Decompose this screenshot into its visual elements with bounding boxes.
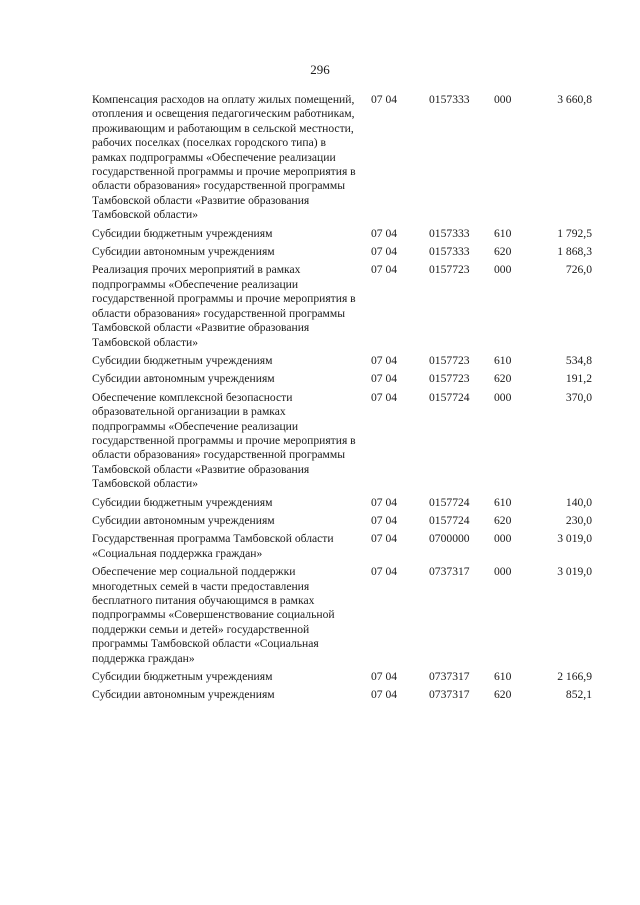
row-amount: 852,1 (565, 688, 592, 702)
row-expense-kind: 000 (494, 532, 512, 546)
row-expense-kind: 610 (494, 495, 512, 509)
row-section-code: 07 04 (371, 93, 398, 106)
row-section-code: 07 04 (371, 390, 398, 404)
row-section-code: 07 04 (371, 670, 398, 684)
row-expense-kind: 000 (494, 93, 512, 106)
row-expense-kind: 610 (494, 670, 512, 684)
row-section-code: 07 04 (371, 532, 398, 546)
row-expense-kind: 620 (494, 513, 512, 527)
row-section-code: 07 04 (371, 688, 398, 702)
row-section-code: 07 04 (371, 565, 398, 579)
budget-rows (92, 93, 592, 707)
row-amount: 191,2 (565, 372, 592, 386)
row-amount: 140,0 (565, 495, 592, 509)
row-amount: 726,0 (565, 263, 592, 277)
row-section-code: 07 04 (371, 245, 398, 259)
budget-table (92, 93, 592, 707)
row-target-code: 0157723 (429, 372, 470, 386)
row-name: Субсидии автономным учреждениям (92, 245, 275, 259)
row-target-code: 0737317 (429, 565, 470, 579)
row-target-code: 0737317 (429, 670, 470, 684)
row-amount: 370,0 (565, 390, 592, 404)
row-amount: 2 166,9 (557, 670, 592, 684)
row-expense-kind: 000 (494, 263, 512, 277)
table-row (92, 688, 592, 706)
row-name: Субсидии автономным учреждениям (92, 513, 275, 527)
row-amount: 230,0 (565, 513, 592, 527)
row-name: Субсидии бюджетным учреждениям (92, 353, 273, 367)
row-target-code: 0157723 (429, 353, 470, 367)
row-target-code: 0737317 (429, 688, 470, 702)
row-section-code: 07 04 (371, 263, 398, 277)
row-target-code: 0157333 (429, 245, 470, 259)
row-expense-kind: 000 (494, 565, 512, 579)
row-expense-kind: 610 (494, 226, 512, 240)
row-target-code: 0157724 (429, 390, 470, 404)
row-target-code: 0157333 (429, 93, 470, 106)
row-name: Государственная программа Тамбовской области «Социальная поддержка граждан» (92, 532, 334, 560)
row-amount: 1 792,5 (557, 226, 592, 240)
row-target-code: 0157724 (429, 513, 470, 527)
row-name: Обеспечение комплексной безопасности образовательной организации в рамках подпрограммы «Обеспечение реализации государственной программы и прочие мероприятия в области образования» государственной программы Тамбовской области «Развитие образования Тамбовской области» (92, 390, 356, 491)
row-section-code: 07 04 (371, 513, 398, 527)
row-name: Компенсация расходов на оплату жилых помещений, отопления и освещения педагогическим работникам, проживающим и работающим в сельской местности, рабочих поселках (поселках городского типа) в рамках подпрограммы «Обеспечение реализации государственной программы и прочие мероприятия в области образования» государственной программы Тамбовской области «Развитие образования Тамбовской области» (92, 93, 356, 222)
row-name: Реализация прочих мероприятий в рамках подпрограммы «Обеспечение реализации государственной программы и прочие мероприятия в области образования» государственной программы Тамбовской области «Развитие образования Тамбовской области» (92, 263, 356, 349)
row-target-code: 0700000 (429, 532, 470, 546)
row-amount: 3 660,8 (557, 93, 592, 106)
row-name: Субсидии автономным учреждениям (92, 372, 275, 386)
page-number: 296 (310, 62, 330, 77)
row-target-code: 0157724 (429, 495, 470, 509)
table-row (92, 354, 592, 372)
table-row (92, 391, 592, 496)
row-section-code: 07 04 (371, 495, 398, 509)
row-name: Субсидии бюджетным учреждениям (92, 495, 273, 509)
row-section-code: 07 04 (371, 226, 398, 240)
row-expense-kind: 620 (494, 688, 512, 702)
row-expense-kind: 610 (494, 353, 512, 367)
table-row (92, 372, 592, 390)
row-name: Субсидии бюджетным учреждениям (92, 226, 273, 240)
table-row (92, 245, 592, 263)
table-row (92, 514, 592, 532)
row-name: Субсидии автономным учреждениям (92, 688, 275, 702)
row-expense-kind: 620 (494, 372, 512, 386)
row-name: Обеспечение мер социальной поддержки многодетных семей в части предоставления бесплатного питания обучающимся в рамках подпрограммы «Совершенствование социальной поддержки семьи и детей» государственной программы Тамбовской области «Социальная поддержка граждан» (92, 565, 335, 665)
row-section-code: 07 04 (371, 353, 398, 367)
table-row (92, 565, 592, 670)
row-amount: 534,8 (565, 353, 592, 367)
row-expense-kind: 620 (494, 245, 512, 259)
table-row (92, 93, 592, 227)
row-target-code: 0157723 (429, 263, 470, 277)
row-name: Субсидии бюджетным учреждениям (92, 670, 273, 684)
table-row (92, 227, 592, 245)
row-amount: 1 868,3 (557, 245, 592, 259)
table-row (92, 670, 592, 688)
table-row (92, 263, 592, 353)
row-amount: 3 019,0 (557, 565, 592, 579)
row-expense-kind: 000 (494, 390, 512, 404)
table-row (92, 532, 592, 565)
row-section-code: 07 04 (371, 372, 398, 386)
row-target-code: 0157333 (429, 226, 470, 240)
table-row (92, 496, 592, 514)
row-amount: 3 019,0 (557, 532, 592, 546)
